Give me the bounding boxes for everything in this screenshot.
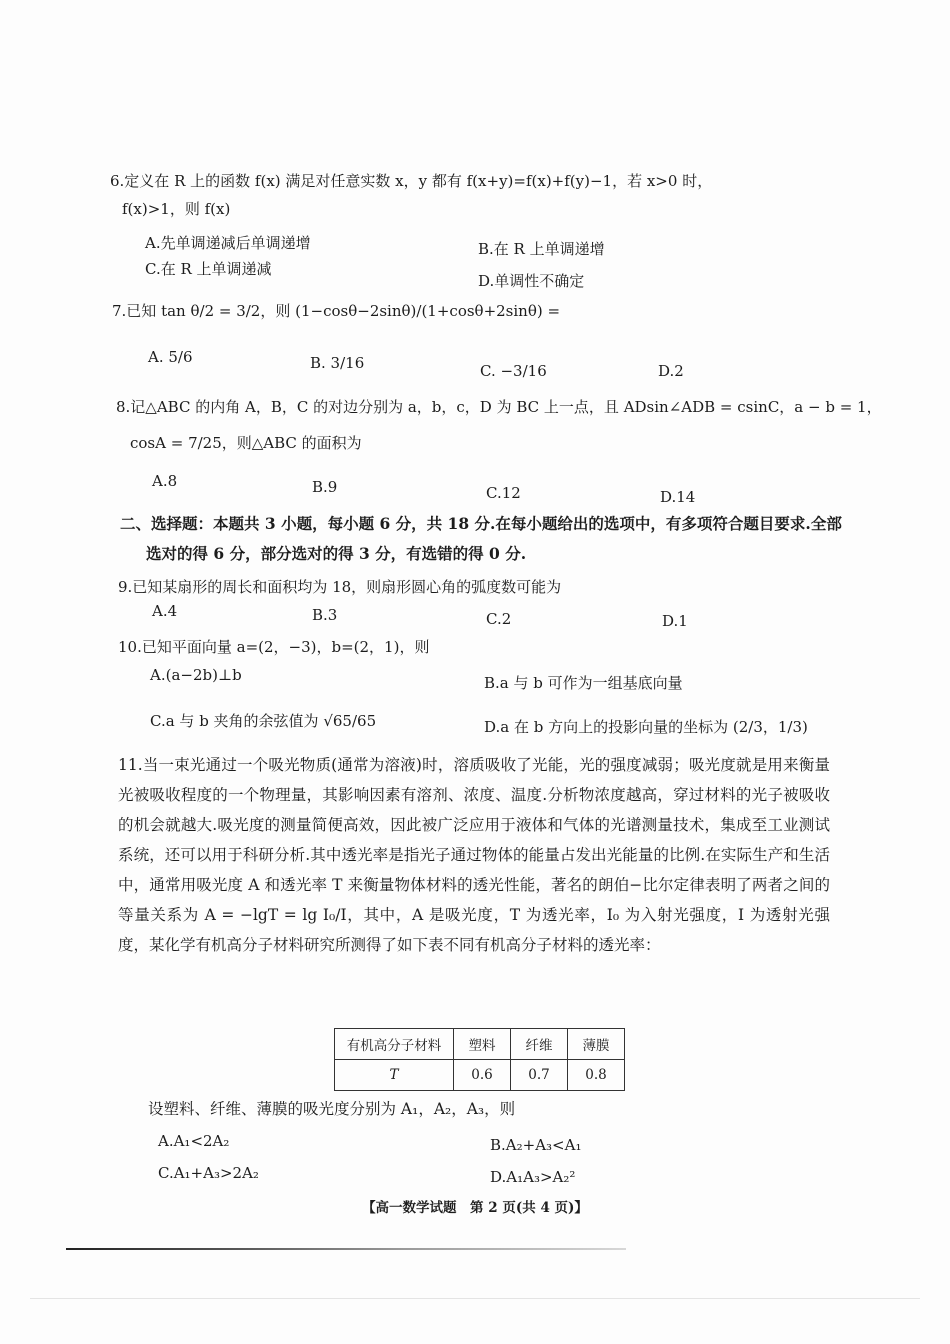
table-header-cell: 薄膜 [568, 1029, 625, 1060]
q11-option-c: C.A₁+A₃>2A₂ [158, 1164, 259, 1182]
table-header-row [335, 1029, 625, 1060]
q6-line2: f(x)>1，则 f(x) [122, 200, 231, 218]
q11-paragraph [118, 750, 830, 960]
table-cell: T [335, 1060, 454, 1091]
q8-option-a: A.8 [152, 472, 178, 490]
q8-line2: cosA = 7/25，则△ABC 的面积为 [130, 434, 362, 452]
scan-edge-line [30, 1298, 920, 1299]
q8-option-b: B.9 [312, 478, 338, 496]
q6-option-b: B.在 R 上单调递增 [478, 240, 605, 258]
q7-option-a: A. 5/6 [148, 348, 193, 366]
q11-stem2: 设塑料、纤维、薄膜的吸光度分别为 A₁，A₂，A₃，则 [148, 1100, 516, 1118]
q9-option-a: A.4 [152, 602, 178, 620]
q10-option-c: C.a 与 b 夹角的余弦值为 √65/65 [150, 712, 377, 730]
transmittance-table [334, 1028, 625, 1091]
q6-line1: 6.定义在 R 上的函数 f(x) 满足对任意实数 x，y 都有 f(x+y)=f(x)+f(y)−1，若 x>0 时， [110, 172, 713, 190]
q9-option-b: B.3 [312, 606, 338, 624]
table-cell: 0.8 [568, 1060, 625, 1091]
table-header-cell: 有机高分子材料 [335, 1029, 454, 1060]
table-cell: 0.7 [511, 1060, 568, 1091]
section-2-line1: 二、选择题：本题共 3 小题，每小题 6 分，共 18 分.在每小题给出的选项中，有多项符合题目要求.全部 [120, 514, 842, 533]
q8-option-d: D.14 [660, 488, 696, 506]
q10-stem: 10.已知平面向量 a=(2，−3)，b=(2，1)，则 [118, 638, 430, 656]
q7-option-d: D.2 [658, 362, 684, 380]
q11-text: 11.当一束光通过一个吸光物质(通常为溶液)时，溶质吸收了光能，光的强度减弱；吸光度就是用来衡量光被吸收程度的一个物理量，其影响因素有溶剂、浓度、温度.分析物浓度越高，穿过材料的光子被吸收的机会就越大.吸光度的测量简便高效，因此被广泛应用于液体和气体的光谱测量技术，集成至工业测试系统，还可以用于科研分析.其中透光率是指光子通过物体的能量占发出光能量的比例.在实际生产和生活中，通常用吸光度 A 和透光率 T 来衡量物体材料的透光性能，著名的朗伯−比尔定律表明了两者之间的等量关系为 A = −lgT = lg I₀/I，其中，A 是吸光度，T 为透光率，I₀ 为入射光强度，I 为透射光强度，某化学有机高分子材料研究所测得了如下表不同有机高分子材料的透光率： [118, 756, 830, 954]
q11-option-d: D.A₁A₃>A₂² [490, 1168, 576, 1186]
q6-option-a: A.先单调递减后单调递增 [145, 234, 311, 252]
q11-option-a: A.A₁<2A₂ [158, 1132, 230, 1150]
section-2-line2: 选对的得 6 分，部分选对的得 3 分，有选错的得 0 分. [146, 544, 527, 563]
q7-option-c: C. −3/16 [480, 362, 547, 380]
table-row [335, 1060, 625, 1091]
q6-option-d: D.单调性不确定 [478, 272, 585, 290]
q9-option-d: D.1 [662, 612, 688, 630]
q8-line1: 8.记△ABC 的内角 A，B，C 的对边分别为 a，b，c，D 为 BC 上一点，且 ADsin∠ADB = csinC，a − b = 1， [116, 398, 882, 416]
q9-option-c: C.2 [486, 610, 512, 628]
table-header-cell: 纤维 [511, 1029, 568, 1060]
q10-option-b: B.a 与 b 可作为一组基底向量 [484, 674, 683, 692]
q10-option-d: D.a 在 b 方向上的投影向量的坐标为 (2/3，1/3) [484, 718, 808, 736]
q9-stem: 9.已知某扇形的周长和面积均为 18，则扇形圆心角的弧度数可能为 [118, 578, 562, 596]
q6-option-c: C.在 R 上单调递减 [145, 260, 272, 278]
q8-option-c: C.12 [486, 484, 521, 502]
q10-option-a: A.(a−2b)⊥b [150, 666, 242, 684]
page-footer: 【高一数学试题 第 2 页(共 4 页)】 [362, 1200, 588, 1216]
q7-option-b: B. 3/16 [310, 354, 365, 372]
q11-option-b: B.A₂+A₃<A₁ [490, 1136, 582, 1154]
bottom-rule [66, 1248, 626, 1250]
q7-stem: 7.已知 tan θ/2 = 3/2，则 (1−cosθ−2sinθ)/(1+cosθ+2sinθ) = [112, 302, 561, 320]
table-header-cell: 塑料 [454, 1029, 511, 1060]
table-cell: 0.6 [454, 1060, 511, 1091]
